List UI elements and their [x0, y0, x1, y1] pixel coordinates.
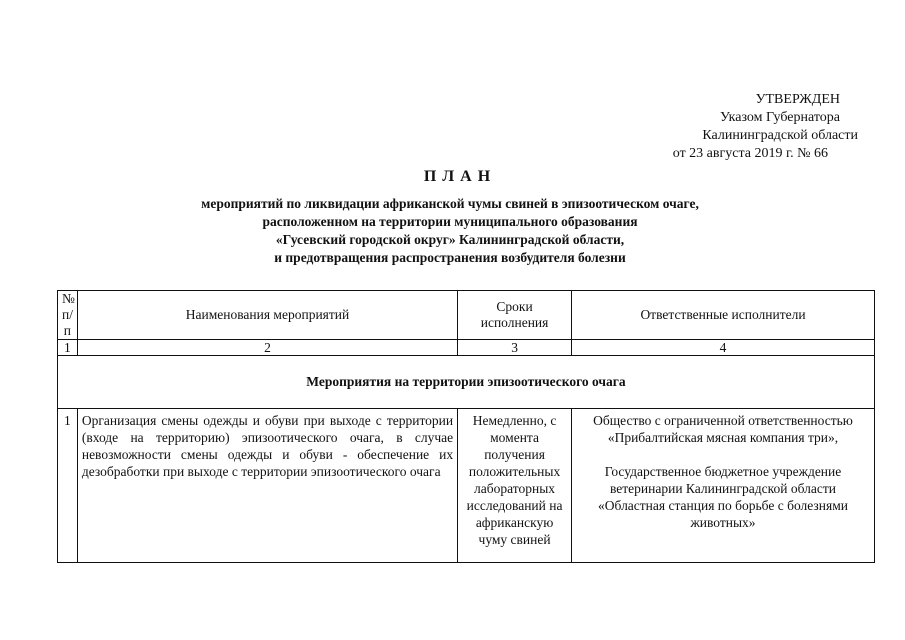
spacer [576, 446, 870, 463]
column-number: 1 [58, 340, 78, 356]
responsible-org: Общество с ограниченной ответственностью «Прибалтийская мясная компания три», [593, 413, 853, 445]
subtitle-line: мероприятий по ликвидации африканской чумы свиней в эпизоотическом очаге, [201, 196, 699, 211]
table-row [58, 409, 875, 563]
row-term: Немедленно, с момента получения положительных лабораторных исследований на африканскую чуму свиней [458, 409, 572, 563]
header-term: Сроки исполнения [458, 291, 572, 340]
column-number: 4 [572, 340, 875, 356]
document-title: ПЛАН [423, 168, 497, 185]
column-number: 2 [77, 340, 457, 356]
row-responsible [572, 409, 875, 563]
approval-date: от 23 августа 2019 г. № 66 [672, 146, 828, 161]
approval-title: УТВЕРЖДЕН [755, 92, 840, 107]
header-name: Наименования мероприятий [77, 291, 457, 340]
table-header-row [58, 291, 875, 340]
section-row [58, 356, 875, 409]
header-responsible: Ответственные исполнители [572, 291, 875, 340]
column-number-row [58, 340, 875, 356]
section-title: Мероприятия на территории эпизоотического очага [58, 356, 875, 409]
column-number: 3 [458, 340, 572, 356]
header-num: № п/п [58, 291, 78, 340]
row-number: 1 [58, 409, 78, 563]
subtitle-line: «Гусевский городской округ» Калининградской области, [275, 232, 625, 247]
subtitle-line: расположенном на территории муниципального образования [262, 214, 638, 229]
approval-issuer: Указом Губернатора [719, 110, 840, 125]
plan-table [57, 290, 875, 563]
subtitle-line: и предотвращения распространения возбудителя болезни [274, 250, 626, 265]
responsible-org: Государственное бюджетное учреждение ветеринарии Калининградской области «Областная станция по борьбе с болезнями животных» [598, 464, 848, 530]
approval-region: Калининградской области [702, 128, 858, 143]
document-subtitle [140, 195, 760, 267]
row-measure: Организация смены одежды и обуви при выходе с территории (входе на территорию) эпизоотического очага, в случае невозможности смены одежды и обуви - обеспечение их дезобработки при выходе с территории эпизоотического очага [77, 409, 457, 563]
